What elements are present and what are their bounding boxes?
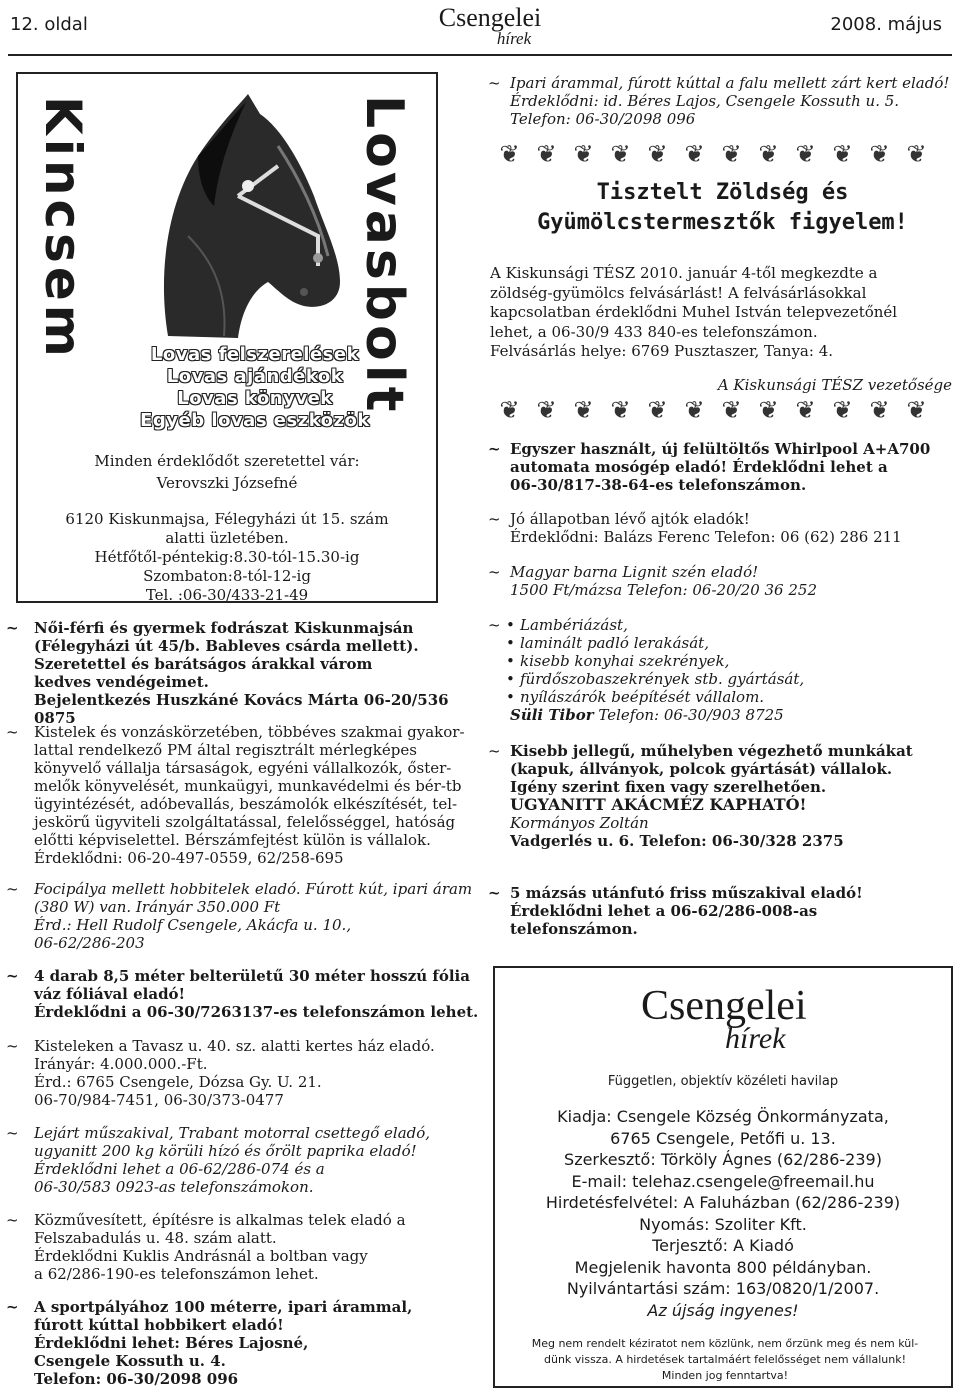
issue-date: 2008. május xyxy=(830,14,942,35)
flower-icon: ❦ xyxy=(795,396,824,424)
flower-icon: ❦ xyxy=(684,396,713,424)
classified-ad: ~ Lejárt műszakival, Trabant motorral csettegő eladó, ugyanitt 200 kg körüli hízó és őrölt paprika eladó! Érdeklődni lehet a 06-62/286-074 és a 06-30/583 0923-as telefonszámokon. xyxy=(6,1124,431,1196)
shop-item: Lovas felszerelések xyxy=(150,344,360,365)
classified-ad: ~ Kisebb jellegű, műhelyben végezhető munkákat (kapuk, állványok, polcok gyártását) vállalok. Igény szerint fixen vagy szerelhetően. UGYANITT AKÁCMÉZ KAPHATÓ! Kormányos Zoltán Vadgerlés u. 6. Telefon: 06-30/328 2375 xyxy=(488,742,913,850)
shop-item: Lovas könyvek xyxy=(177,388,333,409)
shop-address-2: alatti üzletében. xyxy=(165,529,289,547)
shop-item: Egyéb lovas eszközök xyxy=(140,410,370,431)
tesz-signature: A Kiskunsági TÉSZ vezetősége xyxy=(717,376,952,394)
impressum-disclaimer: Meg nem rendelt kéziratot nem közlünk, nem őrzünk meg és nem kül- dünk vissza. A hirdetések tartalmáért felelősséget nem vállalunk! Minden jog fenntartva! xyxy=(531,1337,919,1382)
flower-icon: ❦ xyxy=(869,396,898,424)
list-item: • Lambériázást, xyxy=(504,616,954,634)
flower-icon: ❦ xyxy=(758,140,787,168)
masthead-subtitle: hírek xyxy=(496,29,532,48)
classified-ad: ~ 5 mázsás utánfutó friss műszakival eladó! Érdeklődni lehet a 06-62/286-008-as telefonszámon. xyxy=(488,884,863,938)
flower-icon: ❦ xyxy=(647,140,676,168)
shop-hours-1: Hétfőtől-péntekig:8.30-tól-15.30-ig xyxy=(94,548,360,566)
list-item: • fürdőszobaszekrények stb. gyártását, xyxy=(504,670,954,688)
masthead-title: Csengelei xyxy=(438,3,542,32)
classified-ad: ~ Ipari árammal, fúrott kúttal a falu mellett zárt kert eladó! Érdeklődni: id. Béres Lajos, Csengele Kossuth u. 5. Telefon: 06-30/2098 096 xyxy=(488,74,950,128)
flower-icon: ❦ xyxy=(684,140,713,168)
list-item: • kisebb konyhai szekrények, xyxy=(504,652,954,670)
service-list xyxy=(504,616,954,706)
flower-icon: ❦ xyxy=(869,140,898,168)
flower-icon: ❦ xyxy=(499,396,528,424)
flower-icon: ❦ xyxy=(536,396,565,424)
flower-icon: ❦ xyxy=(499,140,528,168)
shop-invite: Minden érdeklődőt szeretettel vár: xyxy=(94,452,360,470)
flower-icon: ❦ xyxy=(647,396,676,424)
ad-signature-tel: Telefon: 06-30/903 8725 xyxy=(593,706,784,724)
classified-ad: ~ • Lambériázást, • laminált padló lerakását, • kisebb konyhai szekrények, • fürdőszobaszekrények stb. gyártását, • nyílászárók beépítését vállalom. Süli Tibor Telefon: 06-30/903 8725 xyxy=(488,616,954,724)
flower-icon: ❦ xyxy=(906,140,935,168)
page-number: 12. oldal xyxy=(10,14,88,35)
flower-icon: ❦ xyxy=(536,140,565,168)
classified-ad: ~ Kisteleken a Tavasz u. 40. sz. alatti kertes ház eladó. Irányár: 4.000.000.-Ft. Érd.: 6765 Csengele, Dózsa Gy. U. 21. 06-70/984-7451, 06-30/373-0477 xyxy=(6,1037,435,1109)
page-header xyxy=(0,0,960,55)
flower-icon: ❦ xyxy=(573,140,602,168)
shop-item-list xyxy=(110,344,400,432)
flower-icon: ❦ xyxy=(906,396,935,424)
tesz-body: A Kiskunsági TÉSZ 2010. január 4-től megkezdte a zöldség-gyümölcs felvásárlást! A felvásárlásokkal kapcsolatban érdeklődni Muhel István telepvezetőnél lehet, a 06-30/9 433 840-es telefonszámon. Felvásárlás helye: 6769 Pusztaszer, Tanya: 4. xyxy=(490,264,898,360)
flower-icon: ❦ xyxy=(721,396,750,424)
classified-ad: ~ Közművesített, építésre is alkalmas telek eladó a Felszabadulás u. 48. szám alatt. Érdeklődni Kuklis Andrásnál a boltban vagy a 62/286-190-es telefonszámon lehet. xyxy=(6,1211,406,1283)
masthead xyxy=(420,4,560,46)
shop-tel: Tel. :06-30/433-21-49 xyxy=(145,586,309,604)
shop-name-left: Kincsem xyxy=(34,96,92,361)
flower-icon: ❦ xyxy=(573,396,602,424)
impressum-box xyxy=(493,966,953,1388)
list-item: • laminált padló lerakását, xyxy=(504,634,954,652)
classified-ad: ~ Jó állapotban lévő ajtók eladók! Érdeklődni: Balázs Ferenc Telefon: 06 (62) 286 211 xyxy=(488,510,902,546)
flower-icon: ❦ xyxy=(610,140,639,168)
ad-signature-name: Süli Tibor xyxy=(510,706,594,724)
shop-item: Lovas ajándékok xyxy=(166,366,344,387)
classified-ad: ~ A sportpályához 100 méterre, ipari árammal, fúrott kúttal hobbikert eladó! Érdeklődni lehet: Béres Lajosné, Csengele Kossuth u. 4. Telefon: 06-30/2098 096 xyxy=(6,1298,413,1388)
impressum-tagline: Független, objektív közéleti havilap xyxy=(607,1074,839,1089)
flower-icon: ❦ xyxy=(832,396,861,424)
classified-ad: ~ Női-férfi és gyermek fodrászat Kiskunmajsán (Félegyházi út 45/b. Bableves csárda mellett). Szeretettel és barátságos árakkal várom kedves vendégeimet. Bejelentkezés Huszkáné Kovács Márta 06-20/536 0875 xyxy=(6,619,449,727)
tesz-heading: Tisztelt Zöldség és Gyümölcstermesztők figyelem! xyxy=(537,180,908,235)
shop-address-1: 6120 Kiskunmajsa, Félegyházi út 15. szám xyxy=(65,510,389,528)
classified-ad: ~ 4 darab 8,5 méter belterületű 30 méter hosszú fólia váz fóliával eladó! Érdeklődni a 06-30/7263137-es telefonszámon lehet. xyxy=(6,967,479,1021)
classified-ad: ~ Egyszer használt, új felültöltős Whirlpool A+A700 automata mosógép eladó! Érdeklődni lehet a 06-30/817-38-64-es telefonszámon. xyxy=(488,440,931,494)
flower-icon: ❦ xyxy=(832,140,861,168)
shop-name-right: Lovasbolt xyxy=(354,95,414,416)
classified-ad: ~ Focipálya mellett hobbitelek eladó. Fúrott kút, ipari áram (380 W) van. Irányár 350.000 Ft Érd.: Hell Rudolf Csengele, Akácfa u. 10., 06-62/286-203 xyxy=(6,880,473,952)
shop-hours-2: Szombaton:8-tól-12-ig xyxy=(143,567,311,585)
flower-icon: ❦ xyxy=(758,396,787,424)
classified-ad: ~ Kistelek és vonzáskörzetében, többéves szakmai gyakor- lattal rendelkező PM által regisztrált mérlegképes könyvelő vállalja társaságok, egyéni vállalkozók, őster- melők könyvelését, munkaügyi, munkavédelmi és bér-tb ügyintézését, adóbevallás, beszámolók elkészítését, tel- jeskörű ügyviteli szolgáltatással, felelősséggel, hatóság előtti képviselettel. Bérszámfejtést külön is vállalok. Érdeklődni: 06-20-497-0559, 62/258-695 xyxy=(6,723,465,867)
flower-icon: ❦ xyxy=(610,396,639,424)
flower-icon: ❦ xyxy=(721,140,750,168)
horse-illustration xyxy=(128,86,348,338)
flower-divider xyxy=(495,140,950,168)
impressum-masthead-subtitle: hírek xyxy=(725,1022,786,1055)
list-item: • nyílászárók beépítését vállalom. xyxy=(504,688,954,706)
flower-divider xyxy=(495,396,950,424)
impressum-masthead: Csengelei xyxy=(641,983,807,1029)
header-rule xyxy=(8,54,952,56)
impressum-details: Kiadja: Csengele Község Önkormányzata, 6765 Csengele, Petőfi u. 13. Szerkesztő: Törköly Ágnes (62/286-239) E-mail: telehaz.csengele@freemail.hu Hirdetésfelvétel: A Faluházban (62/286-239) Nyomás: Szoliter Kft. Terjesztő: A Kiadó Megjelenik havonta 800 példányban. Nyilvántartási szám: 163/0820/1/2007. Az újság ingyenes! xyxy=(545,1107,901,1320)
flower-icon: ❦ xyxy=(795,140,824,168)
shop-owner: Verovszki Józsefné xyxy=(156,474,298,492)
classified-ad: ~ Magyar barna Lignit szén eladó! 1500 Ft/mázsa Telefon: 06-20/20 36 252 xyxy=(488,563,818,599)
